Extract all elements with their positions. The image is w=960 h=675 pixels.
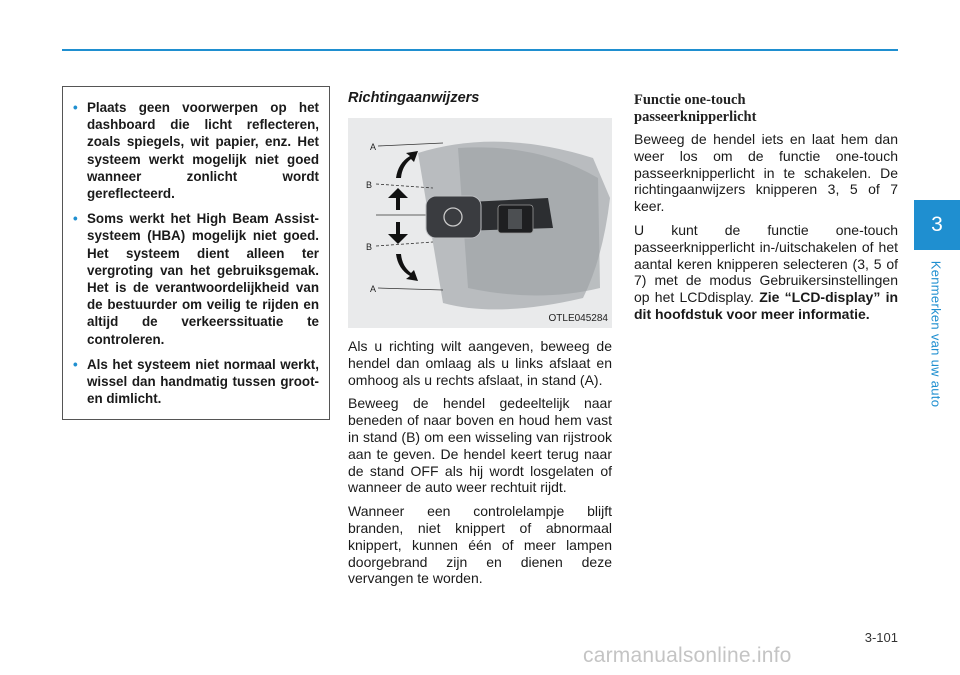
lever-knob (426, 196, 481, 238)
page-number: 3-101 (864, 630, 898, 645)
warning-item (73, 356, 319, 408)
bullet-icon: • (73, 100, 78, 115)
title-line: passeerknipperlicht (634, 108, 757, 125)
section-title (634, 92, 898, 125)
body-paragraph (634, 222, 898, 323)
watermark: carmanualsonline.info (583, 644, 792, 667)
paragraph-text: U kunt de functie one-touch passeerknipperlicht in-/uitschakelen of het aantal keren knipperen selecteren (3, 5 of 7) met de modus Gebruikersinstellingen op het LCDdisplay. (634, 221, 898, 306)
bullet-icon: • (73, 211, 78, 227)
header-rule (62, 49, 898, 51)
arrow-down-curved-icon (396, 254, 418, 281)
warning-text: Soms werkt het High Beam Assist-systeem (HBA) mogelijk niet goed. Het systeem dient alleen ter vergroting van het gebruiksgemak. Het is de verantwoordelijkheid van de bestuurder om veilig te rijden en altijd de verkeerssituatie te controleren. (87, 211, 319, 347)
body-paragraph: Wanneer een controlelampje blijft branden, niet knippert of abnormaal knippert, kunnen één of meer lampen doorgebrand zijn en dienen deze vervangen te worden. (348, 503, 612, 587)
warning-item (73, 210, 319, 348)
bullet-icon: • (73, 356, 78, 372)
lever-illustration (348, 118, 612, 328)
cross-reference: Zie “LCD-display” in dit hoofdstuk voor meer informatie. (634, 289, 899, 322)
chapter-tab (914, 200, 960, 250)
title-line: Functie one-touch (634, 92, 746, 108)
position-line-a-bottom (378, 288, 443, 290)
position-line-a-top (378, 143, 443, 146)
body-paragraph: Als u richting wilt aangeven, beweeg de hendel dan omlaag als u links afslaat en omhoog als u rechts afslaat, in stand (A). (348, 338, 612, 388)
label-b-top: B (366, 180, 373, 190)
label-b-bottom: B (366, 242, 373, 252)
switch-ring (508, 209, 522, 229)
one-touch-section (634, 92, 898, 330)
arrow-up-curved-icon (396, 151, 418, 178)
arrow-down-icon (388, 222, 408, 244)
chapter-side-label (926, 254, 946, 414)
turn-signals-section (348, 90, 612, 594)
warning-text: Plaats geen voorwerpen op het dashboard die licht reflecteren, zoals spiegels, wit papier, enz. Het systeem werkt mogelijk niet goed wanneer zonlicht wordt gereflecteerd. (87, 100, 319, 202)
warning-text: Als het systeem niet normaal werkt, wissel dan handmatig tussen groot- en dimlicht. (87, 356, 319, 407)
label-a-bottom: A (370, 284, 377, 294)
position-line-b-bottom (376, 242, 433, 246)
body-paragraph: Beweeg de hendel gedeeltelijk naar beneden of naar boven en houd hem vast in stand (B) om een wisseling van rijstrook aan te geven. De hendel keert terug naar de stand OFF als hij wordt losgelaten of wanneer de auto weer rechtuit rijdt. (348, 395, 612, 496)
label-a-top: A (370, 142, 377, 152)
section-title: Richtingaanwijzers (348, 90, 480, 106)
chapter-label: Kenmerken van uw auto (928, 260, 944, 408)
lever-drawing (348, 118, 612, 328)
arrow-up-icon (388, 188, 408, 210)
body-paragraph: Beweeg de hendel iets en laat hem dan weer los om de functie one-touch passeerknipperlicht in te schakelen. De richtingaanwijzers knipperen 3, 5 of 7 keer. (634, 131, 898, 215)
warning-box (62, 86, 330, 420)
chapter-number: 3 (931, 213, 943, 236)
warning-item (73, 99, 319, 202)
figure-code: OTLE045284 (548, 313, 608, 324)
